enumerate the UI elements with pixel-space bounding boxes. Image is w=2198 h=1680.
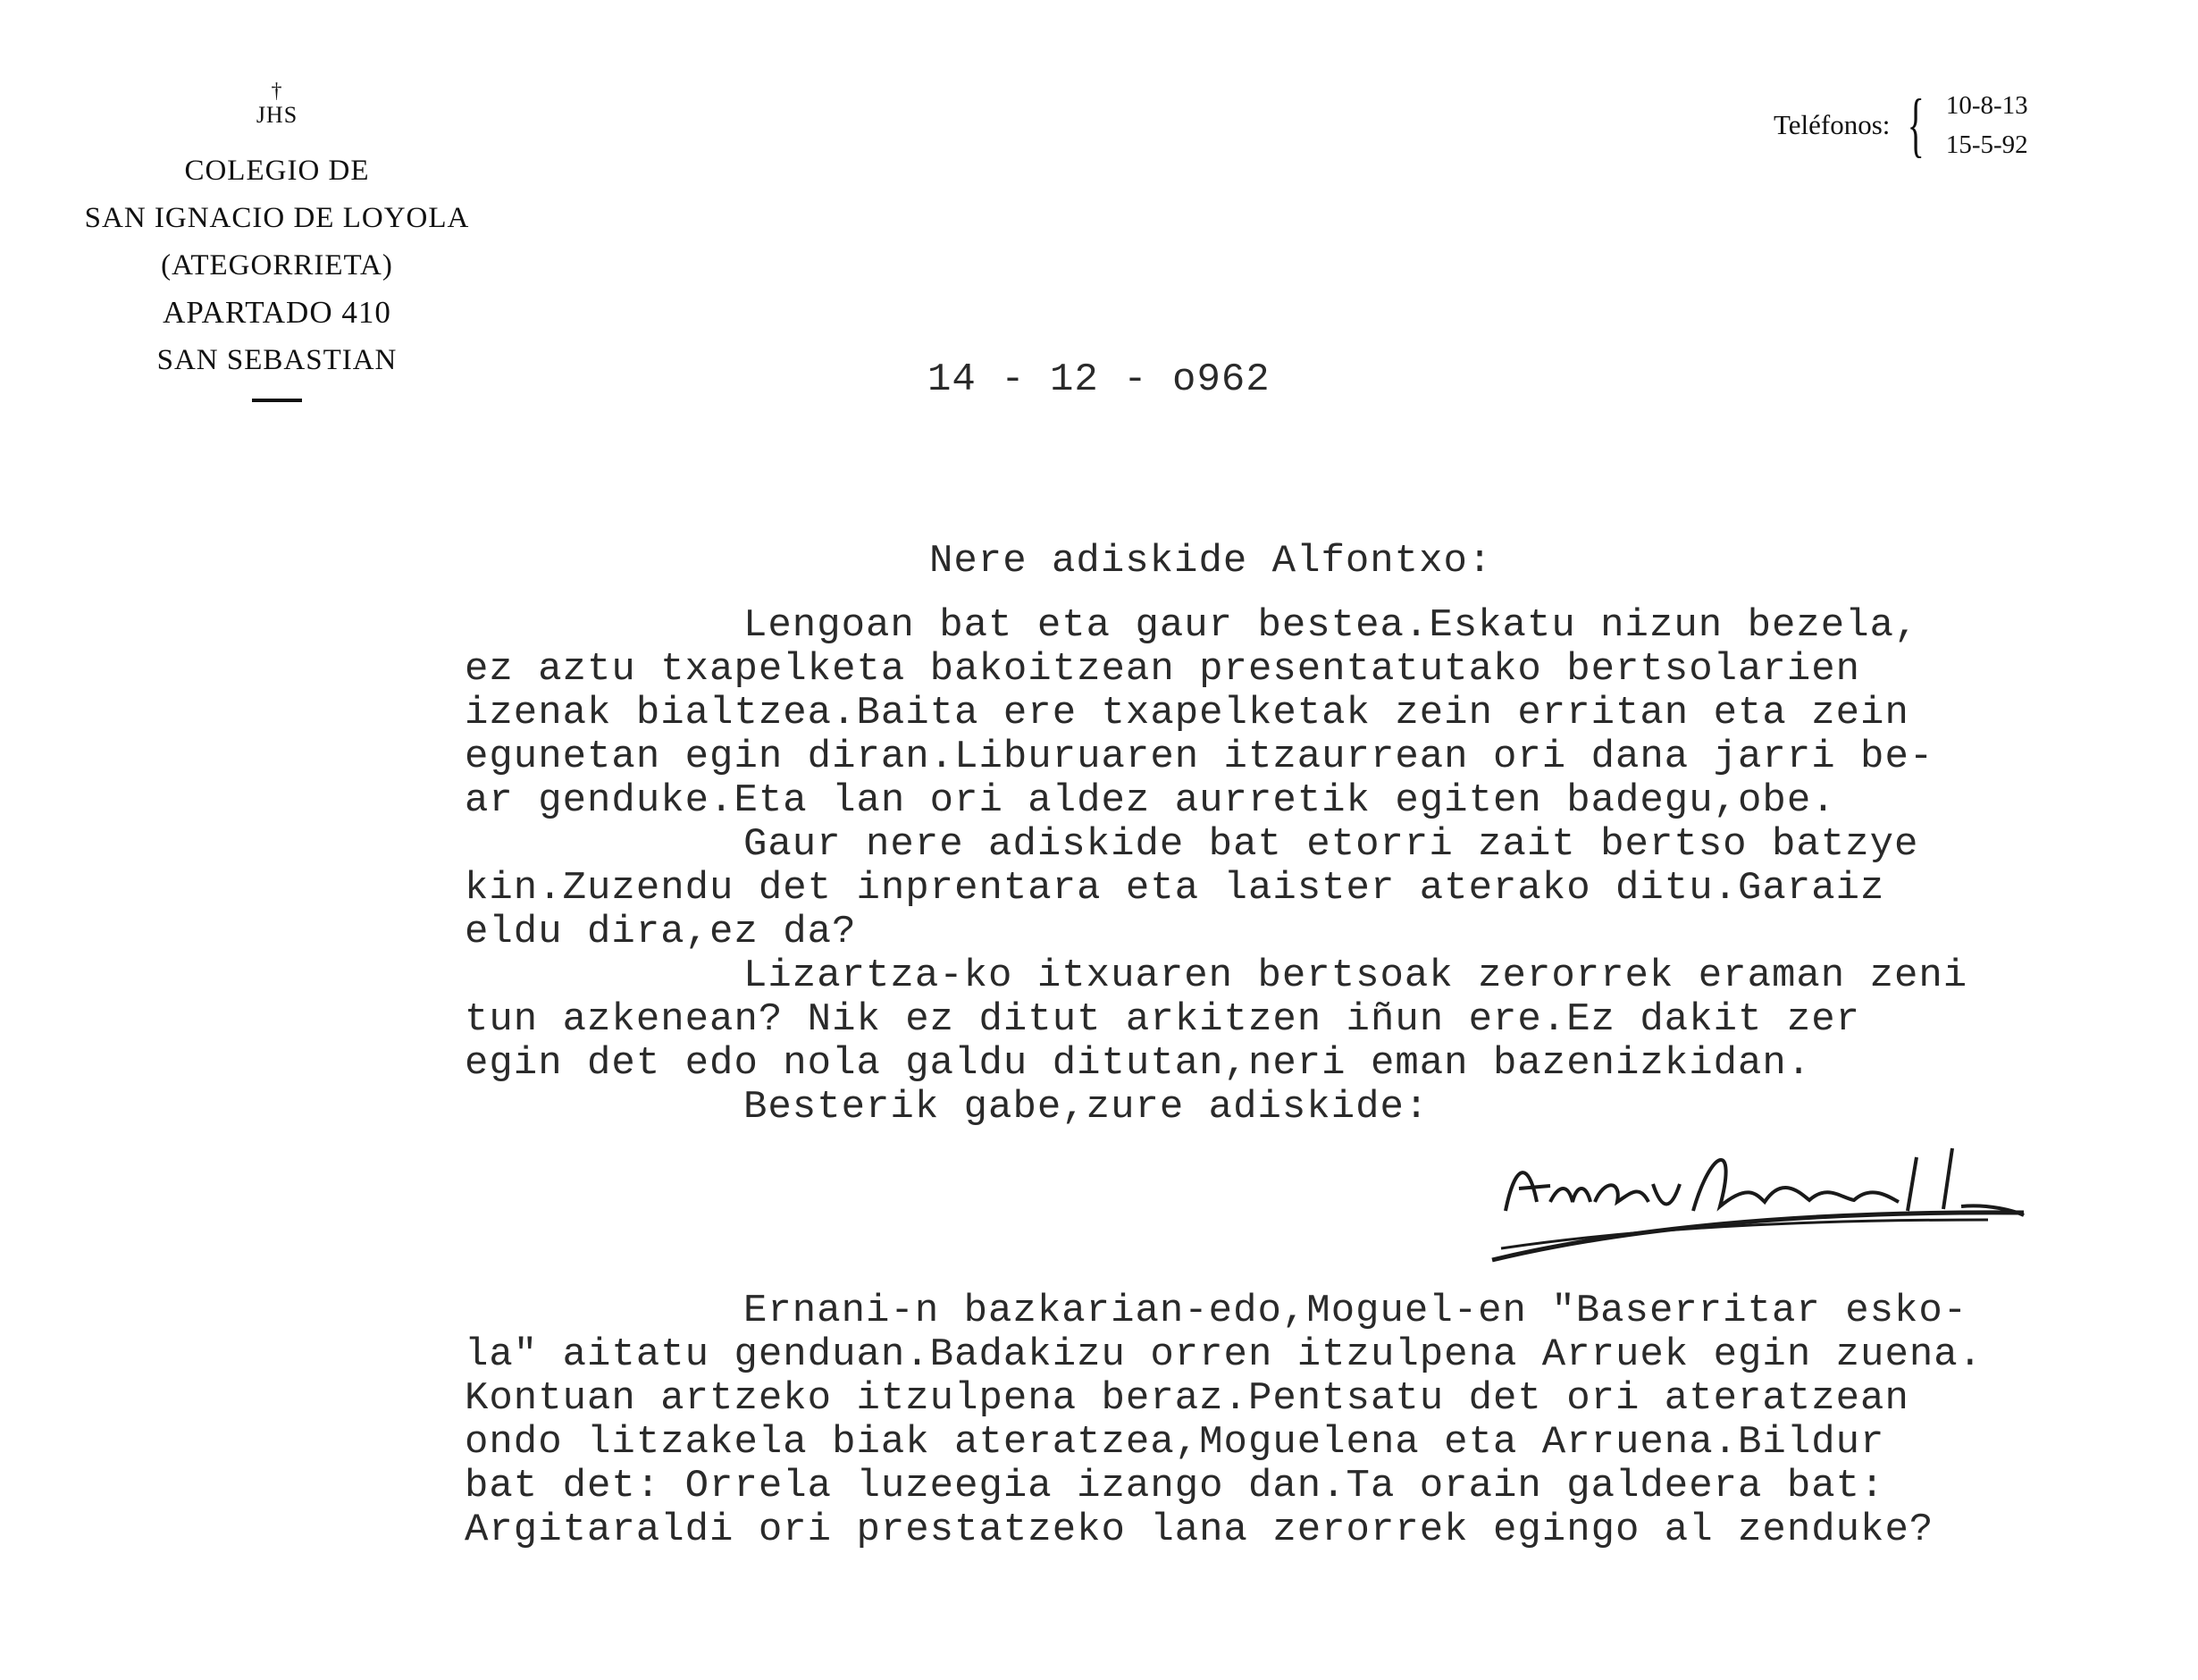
body-line: egunetan egin diran.Liburuaren itzaurrean ori dana jarri be- [465, 735, 1934, 779]
letterhead-rule [252, 399, 302, 402]
telephone-number: 15-5-92 [1945, 130, 2028, 159]
telephone-number: 10-8-13 [1945, 91, 2028, 120]
brace-icon: { [1908, 86, 1925, 164]
ps-line: ondo litzakela biak ateratzea,Moguelena eta Arruena.Bildur [465, 1420, 1885, 1465]
body-line: tun azkenean? Nik ez ditut arkitzen iñun ere.Ez dakit zer [465, 997, 1861, 1042]
ps-line: Ernani-n bazkarian-edo,Moguel-en "Baserritar esko- [743, 1289, 1968, 1333]
body-line [465, 823, 2162, 867]
ps-line: bat det: Orrela luzeegia izango dan.Ta orain galdeera bat: [465, 1464, 1885, 1508]
body-line: Besterik gabe,zure adiskide: [743, 1085, 1430, 1130]
letterhead-line-5: SAN SEBASTIAN [156, 344, 398, 376]
body-line: ar genduke.Eta lan ori aldez aurretik egiten badegu,obe. [465, 778, 1836, 823]
body-line: Lizartza-ko itxuaren bertsoak zerorrek eraman zeni [743, 953, 1968, 998]
cross-mark: † [271, 80, 283, 103]
telephones-label: Teléfonos: [1774, 109, 1891, 140]
letterhead-line-1: COLEGIO DE [184, 155, 370, 187]
ps-line: Argitaraldi ori prestatzeko lana zerorrek egingo al zenduke? [465, 1508, 1934, 1552]
body-line: Lengoan bat eta gaur bestea.Eskatu nizun bezela, [743, 603, 1919, 648]
body-line: eldu dira,ez da? [465, 910, 857, 954]
letterhead-line-4: APARTADO 410 [163, 295, 391, 330]
body-line: izenak bialtzea.Baita ere txapelketak zein erritan eta zein [465, 691, 1909, 735]
body-line: ez aztu txapelketa bakoitzean presentatutako bertsolarien [465, 647, 1861, 692]
letterhead-line-3: (ATEGORRIETA) [161, 249, 393, 281]
letterhead [54, 80, 500, 402]
body-line-part: kin.Zuzendu det inprentara eta laister aterako ditu.Garaiz [465, 866, 1885, 911]
telephones [1774, 86, 2028, 164]
body-line [465, 867, 2162, 911]
letter-date: 14 - 12 - o962 [927, 357, 1271, 402]
greeting: Nere adiskide Alfontxo: [929, 539, 1493, 584]
ps-line: la" aitatu genduan.Badakizu orren itzulpena Arruek egin zuena. [465, 1332, 1984, 1377]
body-line-part: Gaur nere adiskide bat etorri zait bertso batzye [743, 822, 1919, 867]
letter-body [465, 604, 2162, 1130]
jhs-monogram: JHS [256, 102, 298, 128]
body-line: egin det edo nola galdu ditutan,neri eman bazenizkidan. [465, 1041, 1812, 1086]
ps-line: Kontuan artzeko itzulpena beraz.Pentsatu det ori ateratzean [465, 1376, 1909, 1421]
signature-text: Antonio Lavazza [1488, 1130, 1494, 1131]
postscript [465, 1289, 2162, 1552]
telephone-numbers [1946, 86, 2028, 164]
letterhead-line-2: SAN IGNACIO DE LOYOLA [84, 202, 470, 234]
signature [1488, 1130, 2042, 1273]
